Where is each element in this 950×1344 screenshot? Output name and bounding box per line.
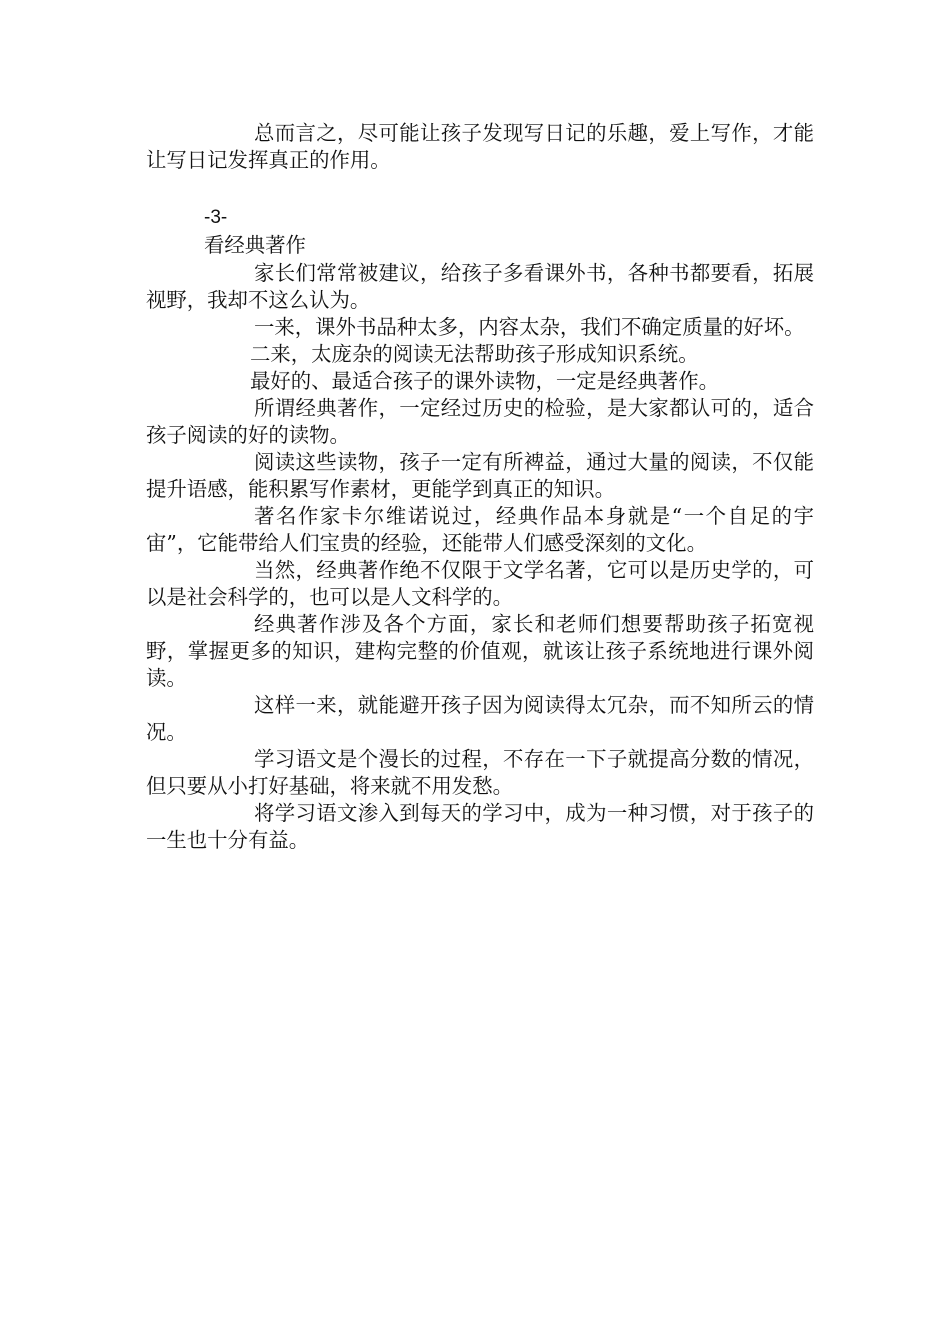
paragraph: 将学习语文渗入到每天的学习中，成为一种习惯，对于孩子的一生也十分有益。 <box>146 801 814 852</box>
document-body <box>146 120 814 854</box>
paragraph: 二来，太庞杂的阅读无法帮助孩子形成知识系统。 <box>250 342 699 366</box>
paragraph: 当然，经典著作绝不仅限于文学名著，它可以是历史学的，可以是社会科学的，也可以是人文科学的。 <box>146 558 814 609</box>
paragraph: 这样一来，就能避开孩子因为阅读得太冗杂，而不知所云的情况。 <box>146 693 814 744</box>
paragraph: 一来，课外书品种太多，内容太杂，我们不确定质量的好坏。 <box>254 315 805 339</box>
paragraph: 家长们常常被建议，给孩子多看课外书，各种书都要看，拓展视野，我却不这么认为。 <box>146 261 814 312</box>
paragraph: 阅读这些读物，孩子一定有所裨益，通过大量的阅读，不仅能提升语感，能积累写作素材，更能学到真正的知识。 <box>146 450 814 501</box>
paragraph: 著名作家卡尔维诺说过，经典作品本身就是“一个自足的宇宙”，它能带给人们宝贵的经验，还能带人们感受深刻的文化。 <box>146 504 814 555</box>
intro-paragraph: 总而言之，尽可能让孩子发现写日记的乐趣，爱上写作，才能让写日记发挥真正的作用。 <box>146 121 814 172</box>
section-title: 看经典著作 <box>204 233 306 257</box>
paragraph: 所谓经典著作，一定经过历史的检验，是大家都认可的，适合孩子阅读的好的读物。 <box>146 396 814 447</box>
page-number: -3- <box>204 207 228 228</box>
paragraph-spacer <box>146 174 814 204</box>
paragraph: 经典著作涉及各个方面，家长和老师们想要帮助孩子拓宽视野，掌握更多的知识，建构完整的价值观，就该让孩子系统地进行课外阅读。 <box>146 612 814 690</box>
paragraph: 学习语文是个漫长的过程，不存在一下子就提高分数的情况，但只要从小打好基础，将来就不用发愁。 <box>146 747 814 798</box>
paragraph: 最好的、最适合孩子的课外读物，一定是经典著作。 <box>250 369 719 393</box>
